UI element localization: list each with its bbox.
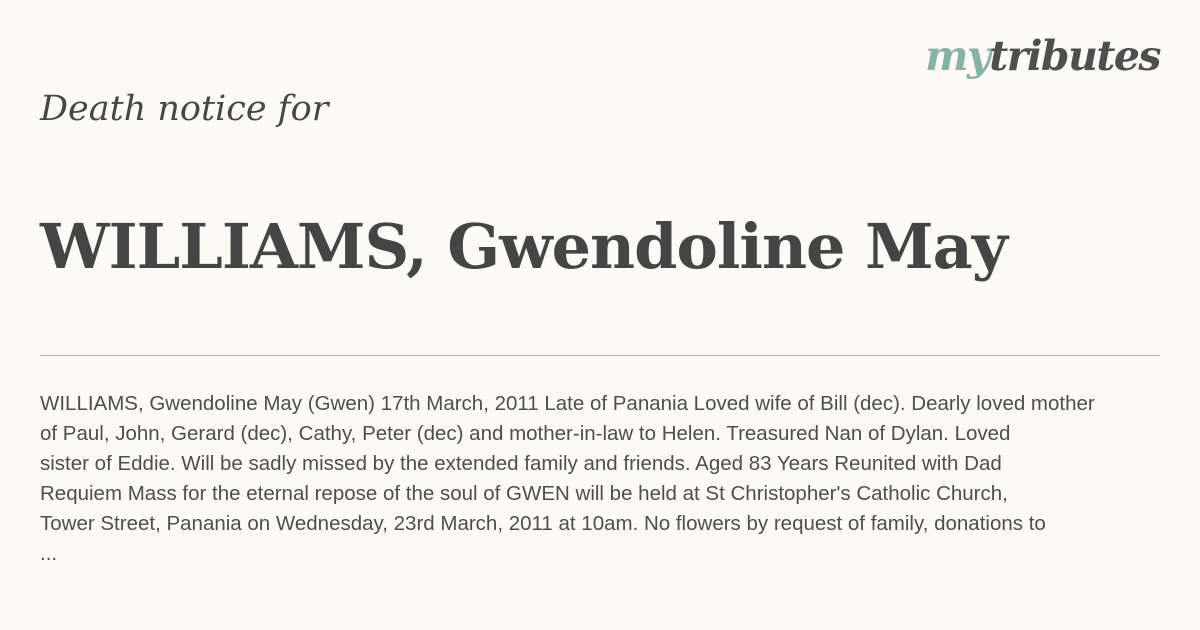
- logo-tributes-text: tributes: [989, 32, 1160, 80]
- logo-my-text: my: [925, 32, 990, 80]
- divider: [40, 355, 1160, 356]
- notice-ellipsis: ...: [40, 542, 58, 565]
- notice-line: sister of Eddie. Will be sadly missed by the extended family and friends. Aged 83 Years Reunited with Dad: [40, 452, 1002, 475]
- deceased-name: WILLIAMS, Gwendoline May: [40, 210, 1007, 283]
- notice-body: [40, 389, 1165, 569]
- notice-line: WILLIAMS, Gwendoline May (Gwen) 17th March, 2011 Late of Panania Loved wife of Bill (dec). Dearly loved mother: [40, 392, 1095, 415]
- notice-line: Requiem Mass for the eternal repose of the soul of GWEN will be held at St Christopher's Catholic Church,: [40, 482, 1008, 505]
- notice-line: of Paul, John, Gerard (dec), Cathy, Peter (dec) and mother-in-law to Helen. Treasured Nan of Dylan. Loved: [40, 422, 1011, 445]
- notice-line: Tower Street, Panania on Wednesday, 23rd March, 2011 at 10am. No flowers by request of family, donations to: [40, 512, 1046, 535]
- mytributes-logo[interactable]: [925, 32, 1160, 80]
- notice-kicker: Death notice for: [40, 89, 329, 129]
